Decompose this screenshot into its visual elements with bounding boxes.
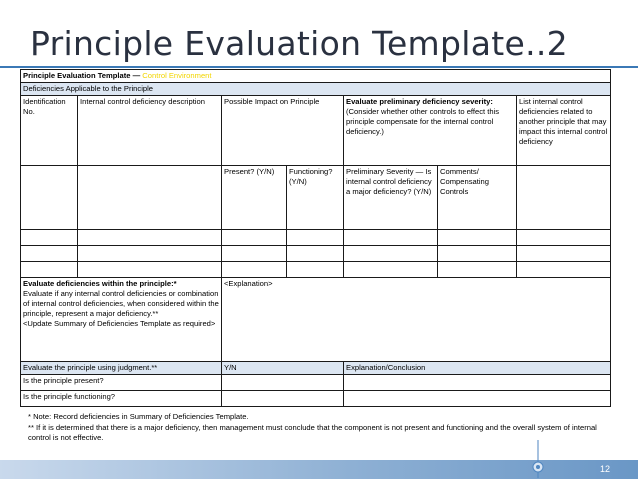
table-heading-cell: [21, 70, 611, 83]
deficiencies-row: [21, 83, 611, 96]
sub-functioning: Functioning? (Y/N): [287, 166, 344, 230]
principle-evaluation-table: [20, 69, 611, 407]
empty-row: [21, 262, 611, 278]
table-heading-row: [21, 70, 611, 83]
functioning-row: [21, 391, 611, 407]
slide-title: Principle Evaluation Template..2: [30, 24, 568, 63]
empty-row: [21, 230, 611, 246]
judgment-label: Evaluate the principle using judgment.**: [21, 362, 222, 375]
sub-present: Present? (Y/N): [222, 166, 287, 230]
col-impact: Possible Impact on Principle: [222, 96, 344, 166]
evaluate-body: Evaluate if any internal control deficiencies or combination of internal control deficiencies, when considered within the principle, represent a major deficiency.**: [23, 289, 219, 319]
table-heading-accent: Control Environment: [142, 71, 212, 80]
col-evaluate-title: Evaluate preliminary deficiency severity:: [346, 97, 493, 107]
empty-row: [21, 246, 611, 262]
table-heading-text: Principle Evaluation Template —: [23, 71, 143, 80]
footnote-1: * Note: Record deficiencies in Summary of Deficiencies Template.: [28, 412, 249, 421]
deficiencies-label: Deficiencies Applicable to the Principle: [21, 83, 611, 96]
judgment-explanation: Explanation/Conclusion: [344, 362, 611, 375]
title-divider: [0, 66, 638, 68]
sub-severity: Preliminary Severity — Is internal control deficiency a major deficiency? (Y/N): [344, 166, 438, 230]
evaluate-deficiencies-cell: [21, 278, 222, 362]
compass-ornament-icon: [531, 440, 545, 478]
question-present: Is the principle present?: [21, 375, 222, 391]
col-evaluate-note: (Consider whether other controls to effect this principle compensate for the internal control deficiency.): [346, 107, 500, 137]
col-evaluate: [344, 96, 517, 166]
sub-comments: Comments/ Compensating Controls: [438, 166, 517, 230]
col-identification: Identification No.: [21, 96, 78, 166]
footnote-2: ** If it is determined that there is a major deficiency, then management must conclude that the component is not present and functioning and the overall system of internal control is not effective.: [28, 422, 597, 443]
question-functioning: Is the principle functioning?: [21, 391, 222, 407]
evaluate-title: Evaluate deficiencies within the principle:*: [23, 279, 177, 289]
column-header-row: [21, 96, 611, 166]
evaluate-update: <Update Summary of Deficiencies Template as required>: [23, 319, 216, 329]
col-related-deficiencies: List internal control deficiencies related to another principle that may impact this internal control deficiency: [517, 96, 611, 166]
present-row: [21, 375, 611, 391]
page-number: 12: [599, 464, 610, 474]
sub-header-row: [21, 166, 611, 230]
footnotes: [28, 412, 613, 444]
judgment-row: [21, 362, 611, 375]
judgment-yn: Y/N: [222, 362, 344, 375]
col-description: Internal control deficiency description: [78, 96, 222, 166]
explanation-cell[interactable]: <Explanation>: [222, 278, 611, 362]
evaluate-deficiencies-row: [21, 278, 611, 362]
